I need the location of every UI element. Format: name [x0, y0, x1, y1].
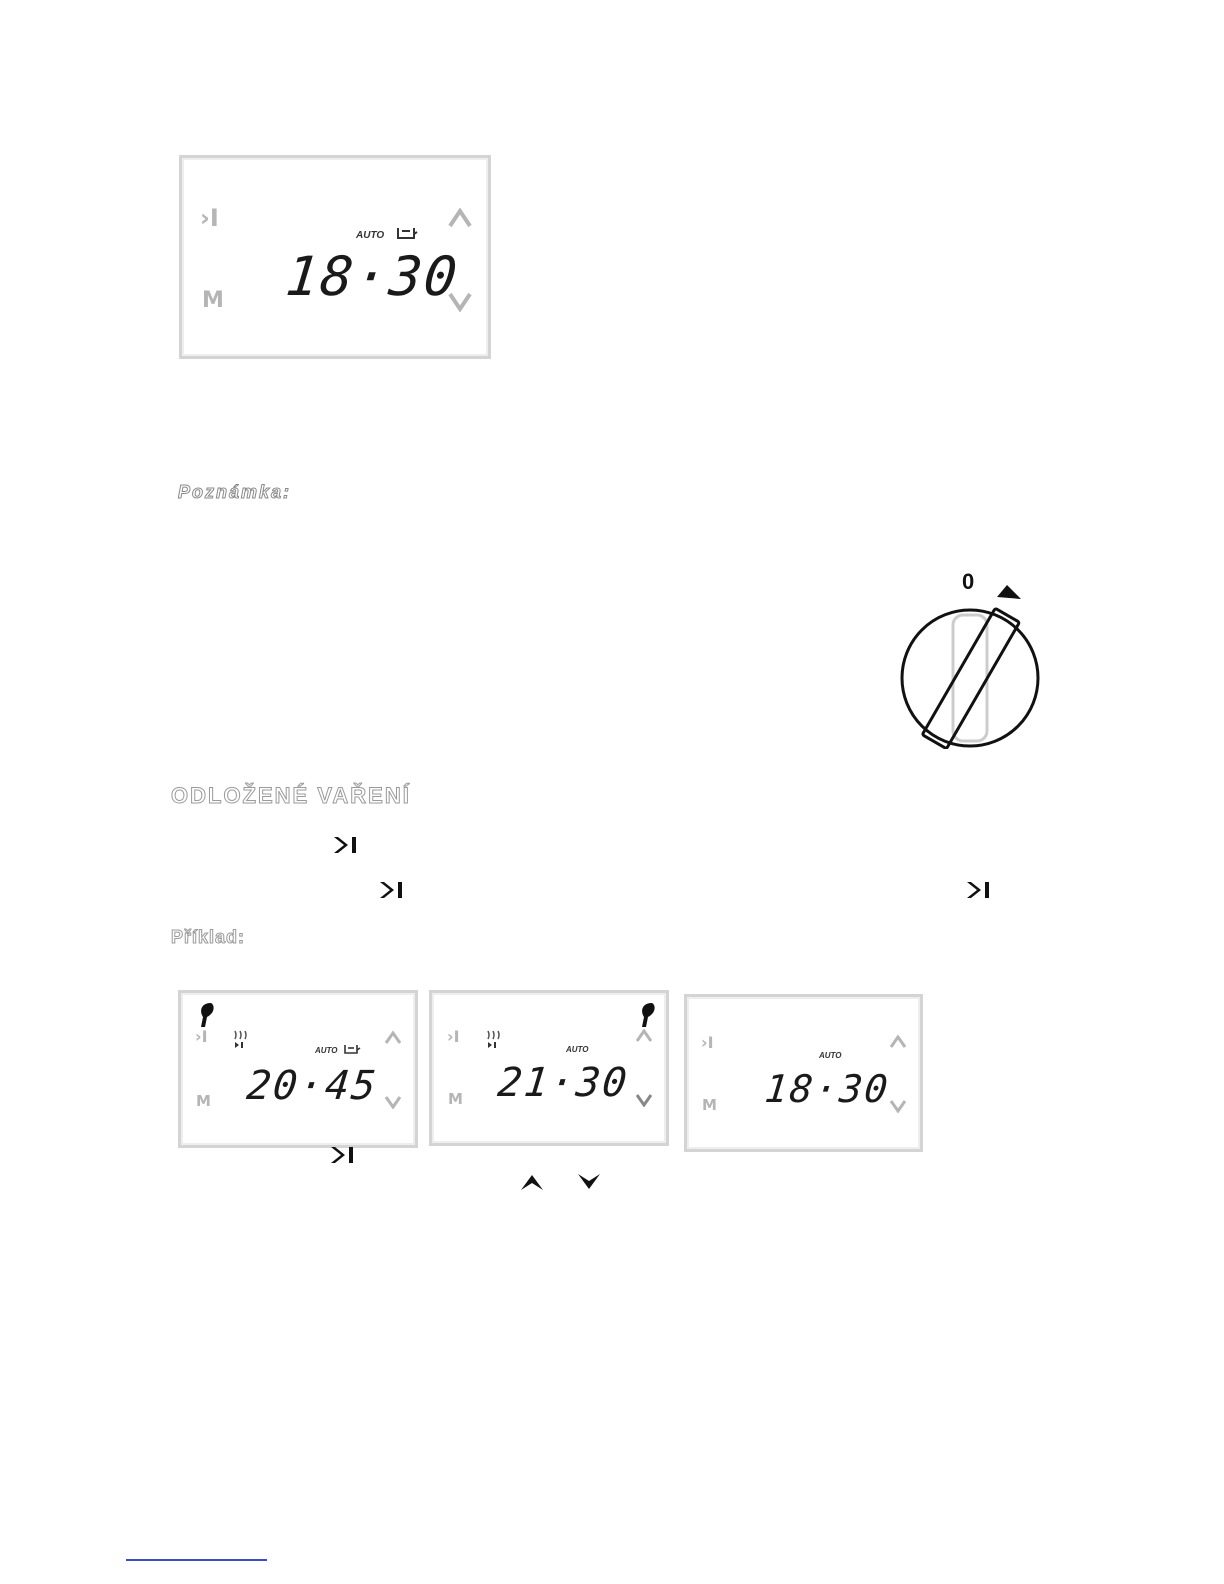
lcd-display-example-1 [178, 990, 418, 1148]
start-button[interactable]: ›I [447, 1027, 460, 1046]
up-arrow-icon[interactable] [384, 1031, 402, 1045]
down-arrow-icon [576, 1172, 602, 1192]
lcd-display-main [179, 155, 491, 359]
steam-start-icon [233, 1029, 247, 1051]
section-heading: ODLOŽENÉ VAŘENÍ [171, 783, 411, 808]
menu-button[interactable]: M [196, 1092, 211, 1110]
start-delay-icon [378, 880, 406, 900]
start-delay-icon [329, 1145, 357, 1165]
auto-mode-indicator: AUTO [356, 230, 385, 241]
down-arrow-icon[interactable] [384, 1095, 402, 1109]
note-label: Poznámka: [178, 482, 292, 502]
time-readout: 18·30 [282, 245, 462, 308]
menu-button[interactable]: M [702, 1096, 717, 1114]
auto-mode-indicator: AUTO [315, 1046, 338, 1055]
example-label: Příklad: [171, 927, 246, 947]
down-arrow-icon[interactable] [635, 1093, 653, 1107]
pot-icon [396, 225, 418, 241]
knob-illustration [895, 565, 1055, 750]
footnote-rule [126, 1559, 267, 1561]
leaf-icon [638, 1001, 658, 1031]
time-readout: 21·30 [495, 1060, 631, 1106]
time-readout: 20·45 [244, 1063, 380, 1109]
time-readout: 18·30 [762, 1067, 892, 1111]
start-delay-icon [332, 835, 360, 855]
menu-button[interactable]: M [448, 1090, 463, 1108]
knob-arrow-icon [995, 583, 1025, 603]
up-arrow-icon [519, 1172, 545, 1192]
start-button[interactable]: ›I [200, 204, 219, 232]
lcd-display-example-2 [429, 990, 669, 1146]
start-button[interactable]: ›I [195, 1027, 208, 1046]
up-arrow-icon[interactable] [635, 1029, 653, 1043]
steam-start-icon [486, 1029, 500, 1051]
pot-icon [343, 1043, 361, 1055]
up-arrow-icon[interactable] [448, 208, 472, 228]
down-arrow-icon[interactable] [889, 1099, 907, 1113]
start-button[interactable]: ›I [701, 1033, 714, 1052]
menu-button[interactable]: M [202, 288, 224, 313]
lcd-display-example-3 [684, 994, 923, 1152]
start-delay-icon [965, 880, 993, 900]
knob-dial [899, 607, 1041, 749]
knob-zero-label: 0 [962, 569, 975, 594]
auto-mode-indicator: AUTO [566, 1045, 589, 1054]
up-arrow-icon[interactable] [889, 1035, 907, 1049]
auto-mode-indicator: AUTO [819, 1051, 842, 1060]
